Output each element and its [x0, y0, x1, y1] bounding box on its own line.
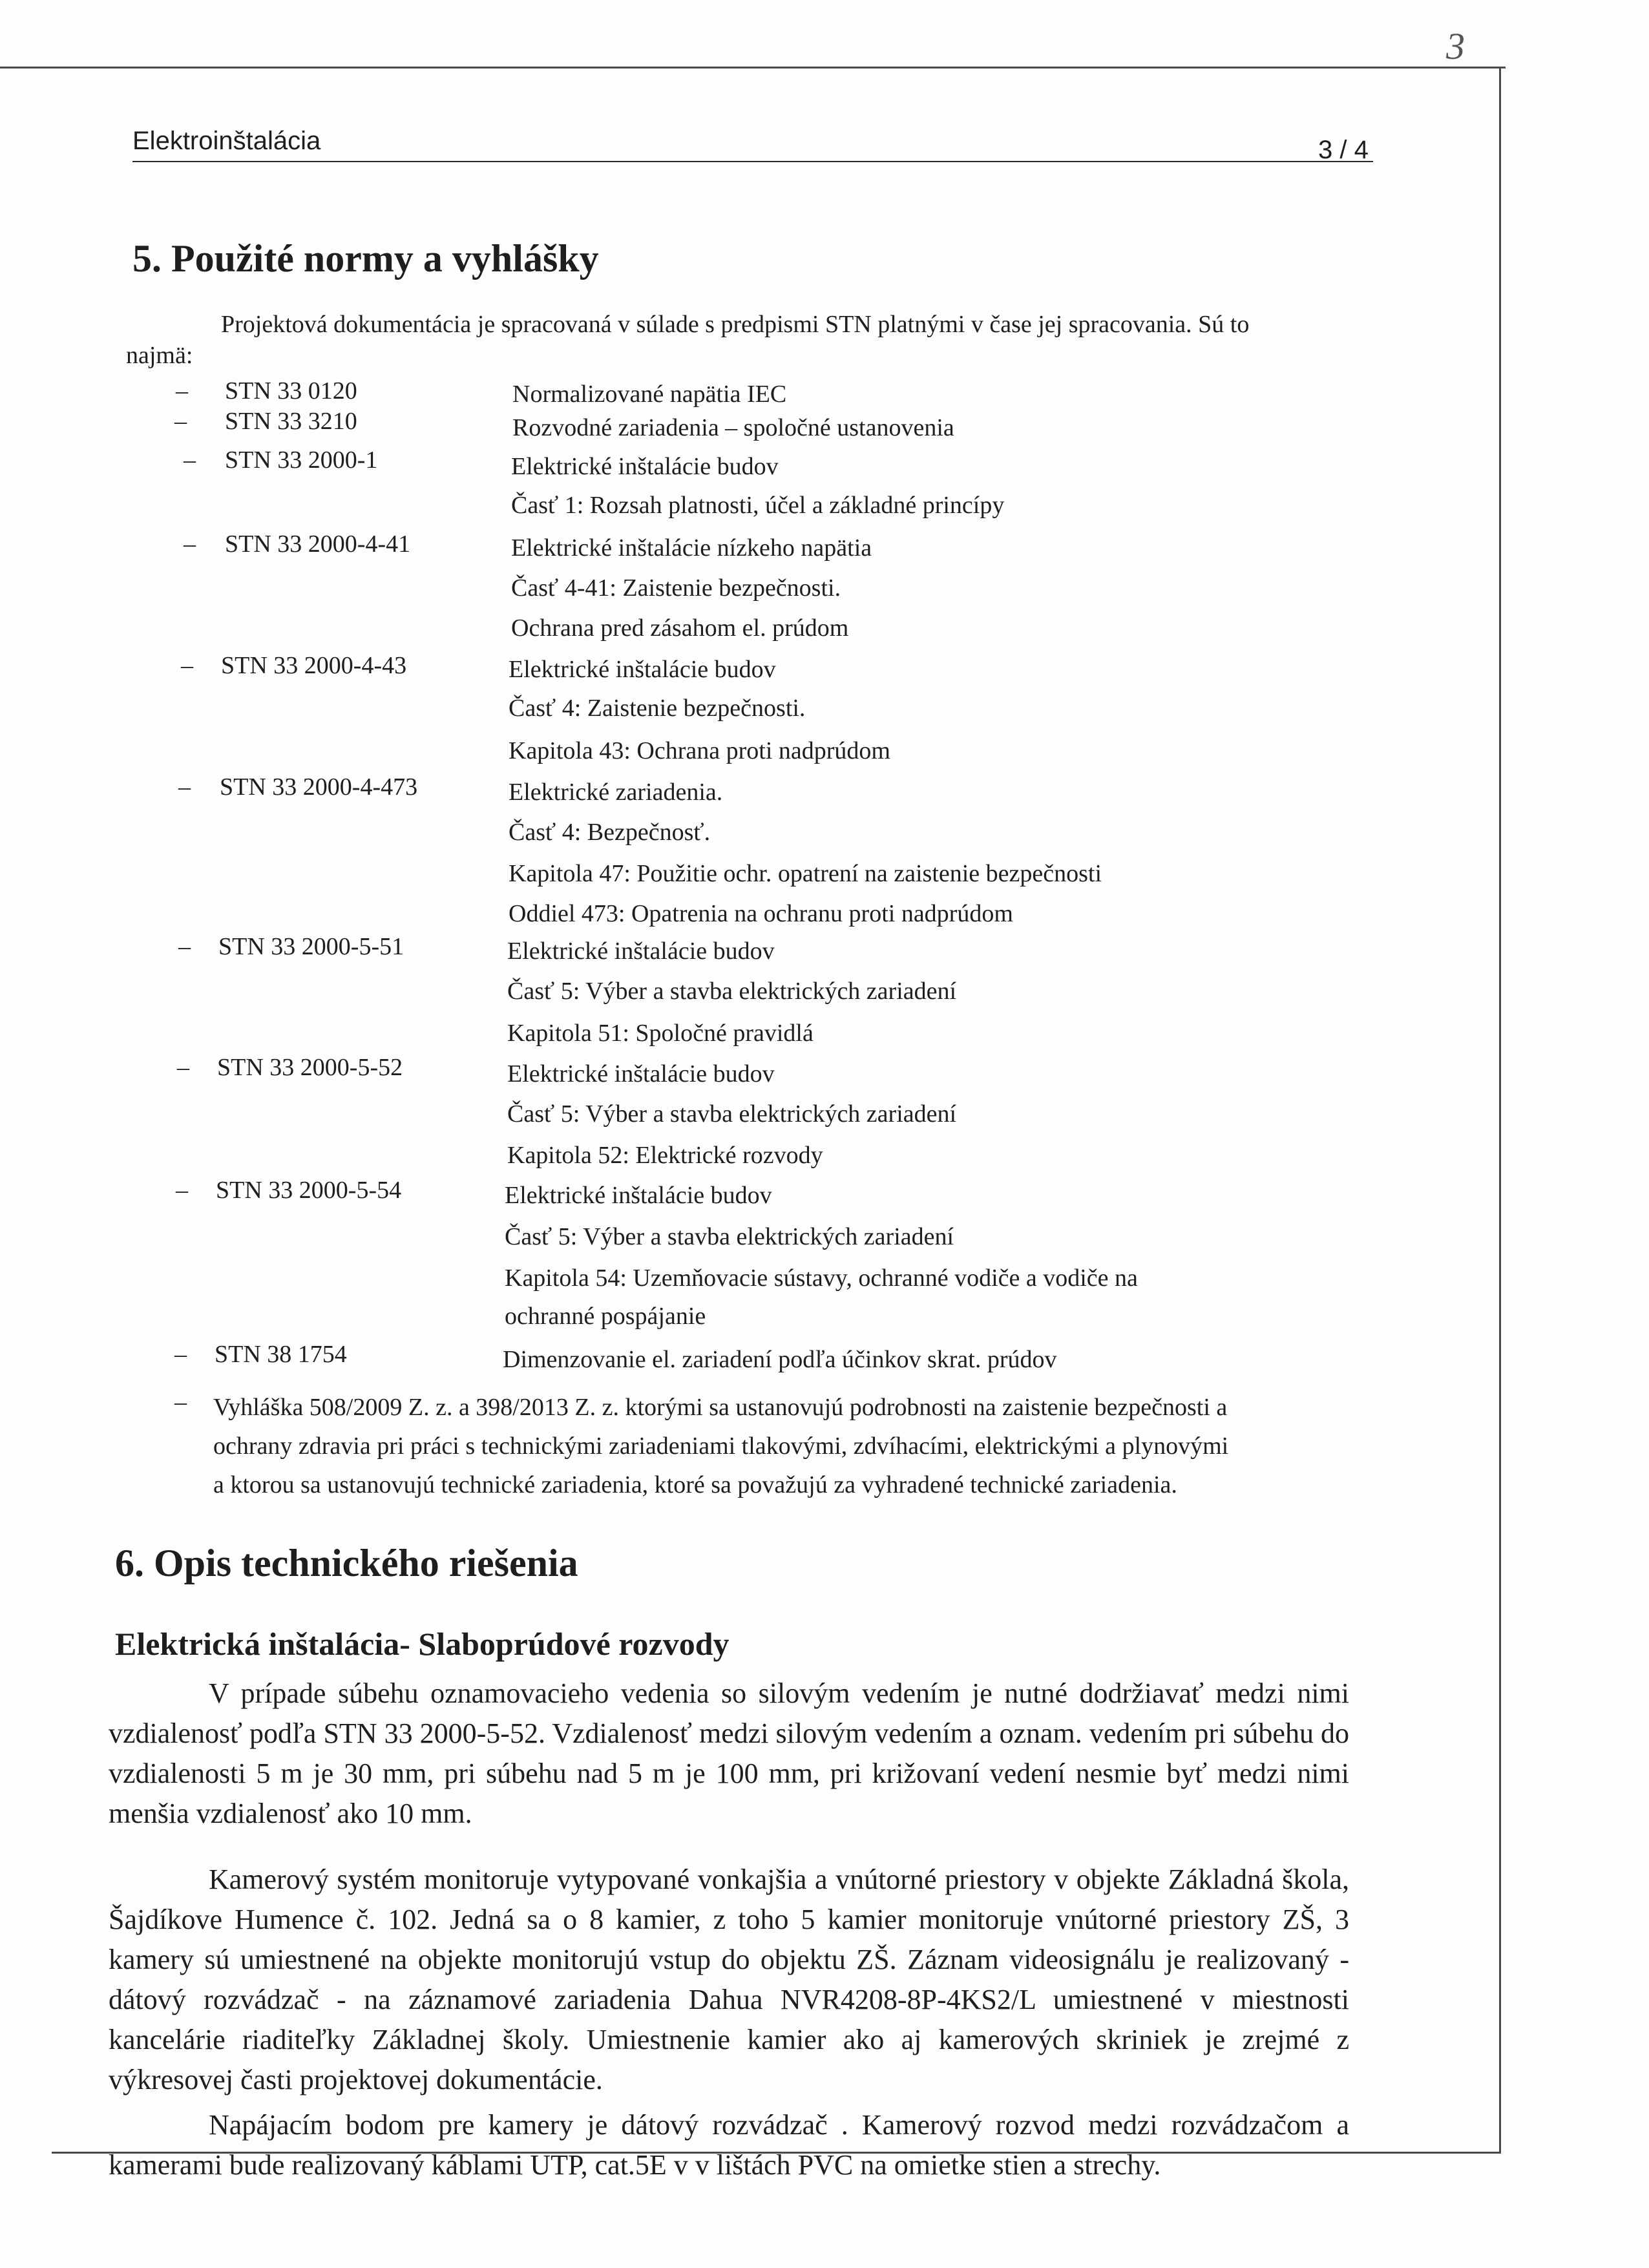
standard-code: STN 33 2000-5-54 [216, 1177, 402, 1204]
paragraph [109, 2105, 1349, 2185]
standard-description: Kapitola 51: Spoločné pravidlá [507, 1020, 814, 1047]
section-subtitle: Elektrická inštalácia- Slaboprúdové rozvody [115, 1626, 730, 1662]
handwritten-page-mark: 3 [1446, 25, 1465, 67]
header-rule [132, 161, 1373, 162]
standard-description: Normalizované napätia IEC [512, 381, 787, 408]
header-page-number: 3 / 4 [1318, 136, 1369, 164]
standard-description: ochranné pospájanie [505, 1303, 706, 1330]
page-frame-right [1499, 67, 1501, 2154]
standard-code: STN 33 2000-5-51 [218, 933, 404, 960]
header-title: Elektroinštalácia [132, 127, 321, 155]
list-dash: – [174, 1341, 187, 1368]
paragraph-text: Napájacím bodom pre kamery je dátový rozvádzač . Kamerový rozvod medzi rozvádzačom a kamerami bude realizovaný káblami UTP, cat.5E v v lištách PVC na omietke stien a strechy. [109, 2109, 1349, 2181]
standard-description: Časť 4: Bezpečnosť. [509, 819, 711, 846]
list-dash: – [178, 933, 191, 960]
standard-code: STN 33 2000-1 [225, 446, 378, 474]
standard-code: STN 33 2000-4-473 [220, 773, 418, 801]
list-dash: – [184, 446, 196, 474]
intro-text: najmä: [126, 342, 193, 369]
section-title: 5. Použité normy a vyhlášky [132, 237, 599, 280]
standard-description: Oddiel 473: Opatrenia na ochranu proti nadprúdom [509, 900, 1013, 927]
list-dash: – [176, 1177, 188, 1204]
standard-description: Elektrické zariadenia. [509, 779, 723, 806]
standard-description: Elektrické inštalácie budov [505, 1182, 772, 1209]
paragraph-text: V prípade súbehu oznamovacieho vedenia so silovým vedením je nutné dodržiavať medzi nimi vzdialenosť podľa STN 33 2000-5-52. Vzdialenosť medzi silovým vedením a oznam. vedením pri súbehu do vzdialenosti 5 m je 30 mm, pri súbehu nad 5 m je 100 mm, pri križovaní vedení nesmie byť medzi nimi menšia vzdialenosť ako 10 mm. [109, 1677, 1349, 1829]
section-title: 6. Opis technického riešenia [115, 1542, 578, 1584]
list-dash: – [174, 1389, 187, 1416]
decree-text: ochrany zdravia pri práci s technickými zariadeniami tlakovými, zdvíhacími, elektrickými a plynovými [213, 1433, 1229, 1460]
paragraph [109, 1674, 1349, 1834]
standard-code: STN 33 2000-5-52 [217, 1054, 403, 1081]
standard-description: Časť 5: Výber a stavba elektrických zariadení [505, 1223, 954, 1250]
list-dash: – [177, 1054, 189, 1081]
standard-description: Elektrické inštalácie nízkeho napätia [511, 534, 872, 562]
standard-description: Elektrické inštalácie budov [511, 453, 779, 480]
list-dash: – [181, 652, 193, 679]
decree-text: a ktorou sa ustanovujú technické zariadenia, ktoré sa považujú za vyhradené technické zariadenia. [213, 1471, 1177, 1498]
standard-description: Časť 4-41: Zaistenie bezpečnosti. [511, 574, 841, 602]
standard-description: Elektrické inštalácie budov [507, 938, 775, 965]
standard-description: Časť 5: Výber a stavba elektrických zariadení [507, 978, 957, 1005]
paragraph-text: Kamerový systém monitoruje vytypované vonkajšia a vnútorné priestory v objekte Základná škola, Šajdíkove Humence č. 102. Jedná sa o 8 kamier, z toho 5 kamier monitoruje vnútorné priestory ZŠ, 3 kamery sú umiestnené na objekte monitorujú vstup do objektu ZŠ. Záznam videosignálu je realizovaný - dátový rozvádzač - na záznamové zariadenia Dahua NVR4208-8P-4KS2/L umiestnené v miestnosti kancelárie riaditeľky Základnej školy. Umiestnenie kamier ako aj kamerových skriniek je zrejmé z výkresovej časti projektovej dokumentácie. [109, 1864, 1349, 2095]
standard-description: Ochrana pred zásahom el. prúdom [511, 614, 849, 642]
list-dash: – [174, 408, 187, 435]
standard-description: Časť 4: Zaistenie bezpečnosti. [509, 695, 806, 722]
list-dash: – [178, 773, 191, 801]
list-dash: – [176, 377, 188, 404]
standard-description: Časť 1: Rozsah platnosti, účel a základné princípy [511, 492, 1005, 519]
standard-description: Dimenzovanie el. zariadení podľa účinkov skrat. prúdov [503, 1346, 1057, 1373]
standard-description: Kapitola 43: Ochrana proti nadprúdom [509, 737, 890, 764]
standard-description: Elektrické inštalácie budov [507, 1060, 775, 1087]
standard-code: STN 33 0120 [225, 377, 357, 404]
intro-text: Projektová dokumentácia je spracovaná v súlade s predpismi STN platnými v čase jej spracovania. Sú to [221, 311, 1250, 338]
standard-code: STN 33 2000-4-43 [221, 652, 407, 679]
standard-code: STN 38 1754 [215, 1341, 347, 1368]
standard-code: STN 33 3210 [225, 408, 357, 435]
decree-text: Vyhláška 508/2009 Z. z. a 398/2013 Z. z. ktorými sa ustanovujú podrobnosti na zaistenie bezpečnosti a [213, 1394, 1228, 1421]
standard-code: STN 33 2000-4-41 [225, 530, 411, 558]
list-dash: – [184, 530, 196, 558]
paragraph [109, 1860, 1349, 2100]
standard-description: Kapitola 52: Elektrické rozvody [507, 1142, 823, 1169]
standard-description: Časť 5: Výber a stavba elektrických zariadení [507, 1100, 957, 1128]
standard-description: Rozvodné zariadenia – spoločné ustanovenia [512, 414, 954, 441]
standard-description: Elektrické inštalácie budov [509, 656, 776, 683]
page-frame-top [0, 67, 1506, 68]
standard-description: Kapitola 54: Uzemňovacie sústavy, ochranné vodiče a vodiče na [505, 1265, 1138, 1292]
standard-description: Kapitola 47: Použitie ochr. opatrení na zaistenie bezpečnosti [509, 860, 1102, 887]
